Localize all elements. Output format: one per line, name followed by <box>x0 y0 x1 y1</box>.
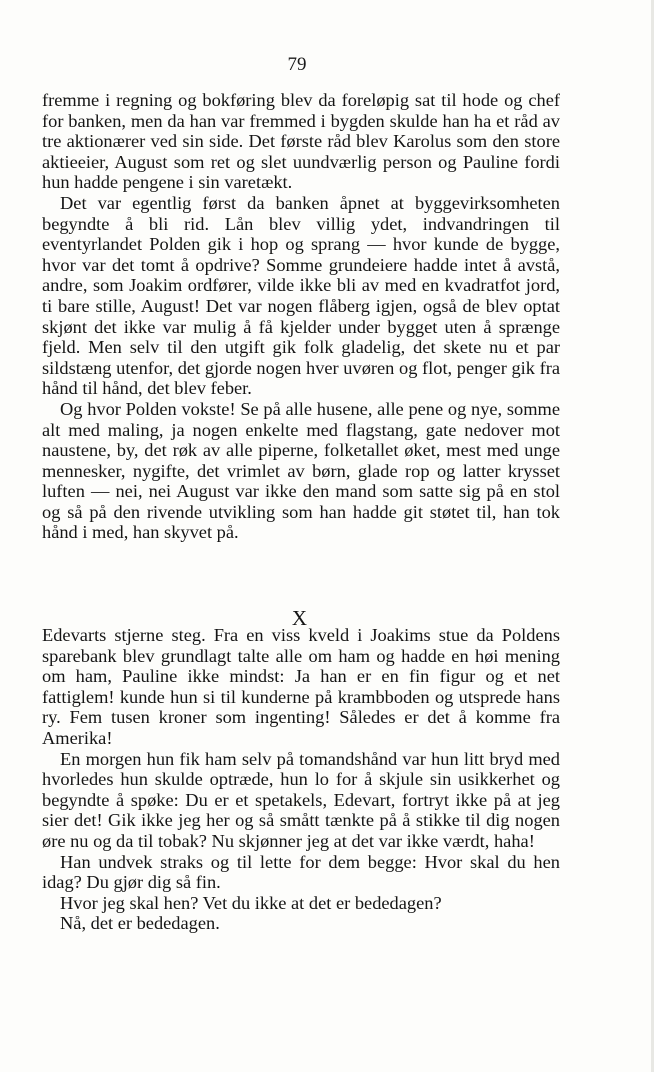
section-2-text <box>42 625 560 934</box>
paragraph: Og hvor Polden vokste! Se på alle husene, alle pene og nye, somme alt med maling, ja nogen enkelte med flagstang, gate nedover mot naustene, by, det røk av alle piperne, folketallet øket, mest med unge mennesker, nygifte, det vrimlet av børn, glade rop og latter krysset luften — nei, nei August var ikke den mand som satte sig på en stol og så på den rivende utvikling som han hadde git støtet til, han tok hånd i med, han skyvet på. <box>42 398 560 543</box>
paragraph: En morgen hun fik ham selv på tomandshånd var hun litt bryd med hvorledes hun skulde optræde, hun lo for å skjule sin usikkerhet og begyndte å spøke: Du er et spetakels, Edevart, fortryt ikke på at jeg sier det! Gik ikke jeg her og så smått tænkte på å stikke til dig nogen øre nu og da til tobak? Nu skjønner jeg at det var ikke værdt, haha! <box>42 748 560 851</box>
page-number: 79 <box>287 54 307 75</box>
paragraph: fremme i regning og bokføring blev da foreløpig sat til hode og chef for banken, men da han var fremmed i bygden skulde han ha et råd av tre aktionærer ved sin side. Det første råd blev Karolus som den store aktieeier, August som ret og slet uundværlig person og Pauline fordi hun hadde pengene i sin varetækt. <box>42 90 560 193</box>
paragraph: Edevarts stjerne steg. Fra en viss kveld i Joakims stue da Poldens sparebank blev grundlagt talte alle om ham og hadde en høi mening om ham, Pauline ikke mindst: Ja han er en fin figur og et net fattiglem! kunde hun si til kunderne på krambboden og utsprede hans ry. Fem tusen kroner som ingenting! Således er det å komme fra Amerika! <box>42 625 560 748</box>
paragraph: Nå, det er bededagen. <box>60 913 220 934</box>
chapter-heading: X <box>291 606 309 630</box>
paragraph: Han undvek straks og til lette for dem begge: Hvor skal du hen idag? Du gjør dig så fin. <box>42 851 560 893</box>
section-1-text <box>42 90 560 543</box>
paragraph: Det var egentlig først da banken åpnet at byggevirksomheten begyndte å bli rid. Lån blev villig ydet, indvandringen til eventyrlandet Polden gik i hop og sprang — hvor kunde de bygge, hvor var det tomt å opdrive? Somme grundeiere hadde intet å avstå, andre, som Joakim ordfører, vilde ikke bli av med en kvadratfot jord, ti bare stille, August! Det var nogen flåberg igjen, også de blev optat skjønt det ikke var mulig å få kjelder under bygget uten å sprænge fjeld. Men selv til den utgift gik folk gladelig, det skete nu et par sildstæng utenfor, det gjorde nogen hver uvøren og flot, penger gik fra hånd til hånd, det blev feber. <box>42 192 560 399</box>
paragraph: Hvor jeg skal hen? Vet du ikke at det er bededagen? <box>60 892 442 913</box>
